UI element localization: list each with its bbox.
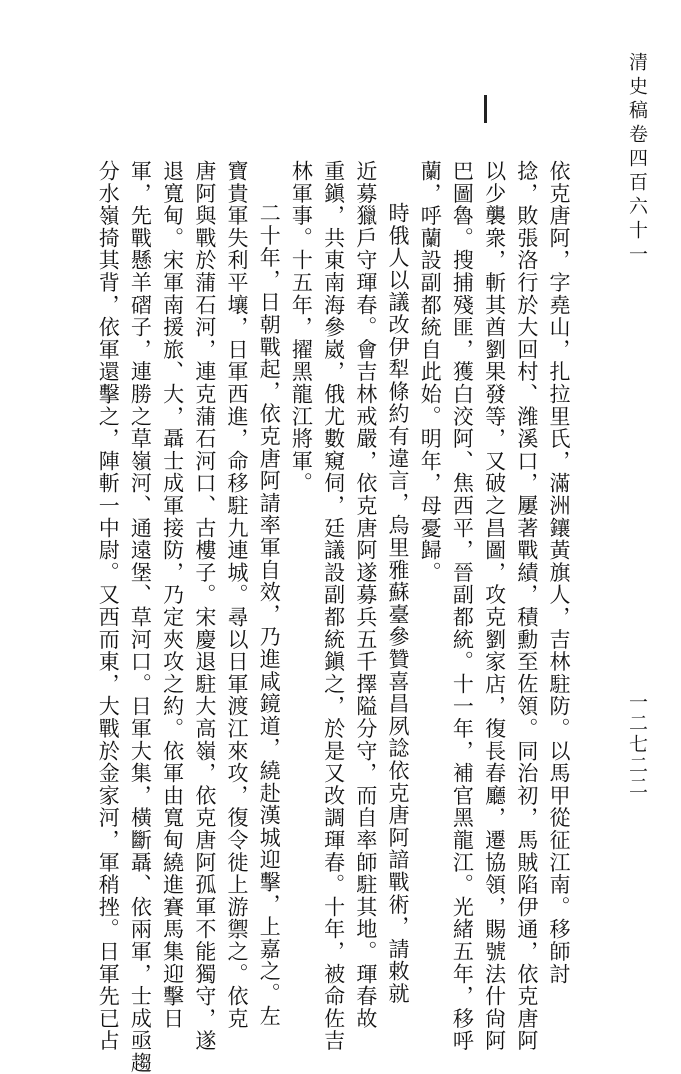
text-column: 二十年，日朝戰起，依克唐阿請率軍自效，乃進咸鏡道，繞赴漢城迎擊，上嘉之。左 <box>257 202 282 1028</box>
text-column: 依克唐阿，字堯山，扎拉里氏，滿洲鑲黃旗人，吉林駐防。以馬甲從征江南。移師討 <box>547 160 571 986</box>
text-column: 軍，先戰懸羊磖子，連勝之草嶺河、通遠堡、草河口。日軍大集，橫斷聶、依兩軍，士成亟趨 <box>128 160 153 1074</box>
text-column: 林軍事。十五年，擢黑龍江將軍。 <box>289 160 314 495</box>
text-column: 唐阿與戰於蒲石河，連克蒲石河口、古樓子。宋慶退駐大高嶺，依克唐阿孤軍不能獨守，遂 <box>192 160 217 1052</box>
margin-mark <box>484 95 487 123</box>
body-text <box>96 160 577 1074</box>
text-column: 分水嶺掎其背，依軍還擊之，陣斬一中尉。又西而東，大戰於金家河，軍稍挫。日軍先已占 <box>96 160 121 1052</box>
text-column: 捻，敗張洛行於大回村、潍溪口，屢著戰績，積勳至佐領。同治初，馬賊陷伊通，依克唐阿 <box>514 160 539 1052</box>
running-head: 清史稿卷四百六十一 <box>626 52 648 268</box>
text-column: 寶貴軍失利平壤，日軍西進，命移駐九連城。尋以日軍渡江來攻，復令徙上游禦之。依克 <box>225 160 249 1030</box>
text-column: 退寬甸。宋軍南援旅、大，聶士成軍接防，乃定夾攻之約。依軍由寬甸繞進賽馬集迎擊日 <box>160 160 185 1030</box>
text-column: 時俄人以議改伊犁條約有違言，烏里雅蘇臺參贊喜昌夙諗依克唐阿諳戰術，請敕就 <box>386 202 410 1005</box>
text-column: 以少襲衆，斬其酋劉果發等，又破之昌圖，攻克劉家店，復長春廳，遷協領，賜號法什尙阿 <box>482 160 507 1052</box>
text-column: 巴圖魯。搜捕殘匪，獲白洨阿、焦西平，晉副都統。十一年，補官黑龍江。光緒五年，移呼 <box>450 160 475 1052</box>
text-column: 重鎭，共東南海參崴，俄尤數窺伺，廷議設副都統鎭之，於是又改調琿春。十年，被命佐吉 <box>321 160 346 1052</box>
text-column: 蘭，呼蘭設副都統自此始。明年，母憂歸。 <box>418 160 443 584</box>
page-number: 一二七二二 <box>626 692 648 797</box>
text-column: 近募獵戶守琿春。會吉林戒嚴，依克唐阿遂募兵五千擇隘分守，而自率師駐其地。琿春故 <box>353 160 378 1030</box>
